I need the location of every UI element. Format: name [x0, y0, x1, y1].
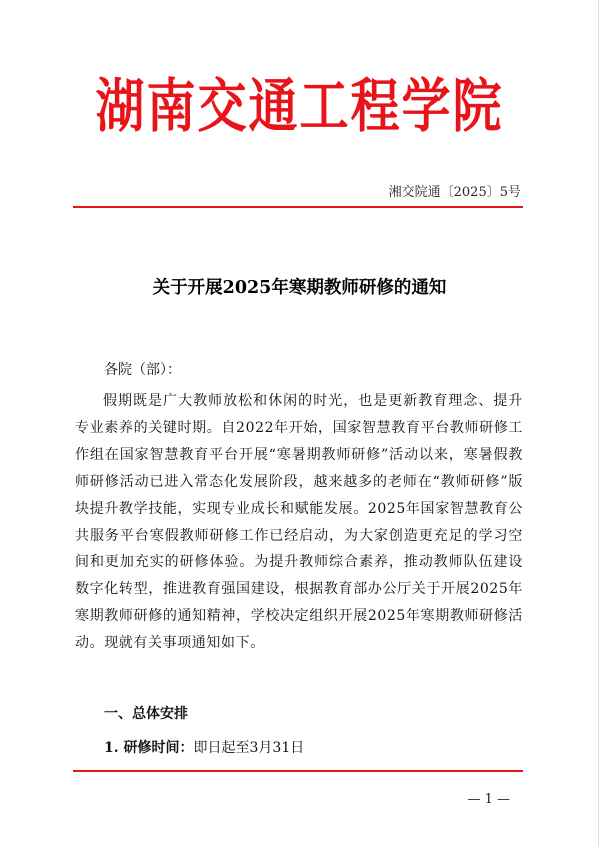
header-divider	[73, 206, 523, 208]
institution-header: 湖南交通工程学院	[95, 71, 504, 141]
sub-item-value: 即日起至3月31日	[193, 740, 305, 756]
sub-item-study-time	[104, 737, 304, 757]
document-number: 湘交院通〔2025〕5号	[388, 185, 521, 200]
page-number: — 1 —	[467, 792, 510, 807]
sub-item-label: 1. 研修时间：	[104, 740, 194, 756]
section-heading: 一、总体安排	[104, 706, 188, 722]
body-paragraph: 假期既是广大教师放松和休闲的时光，也是更新教育理念、提升专业素养的关键时期。自2022年开始，国家智慧教育平台教师研修工作组在国家智慧教育平台开展“寒暑期教师研修”活动以来，寒暑假教师研修活动已进入常态化发展阶段，越来越多的老师在“教师研修”版块提升教学技能，实现专业成长和赋能发展。2025年国家智慧教育公共服务平台寒假教师研修工作已经启动，为大家创造更充足的学习空间和更加充实的研修体验。为提升教师综合素养，推动教师队伍建设数字化转型，推进教育强国建设，根据教育部办公厅关于开展2025年寒期教师研修的通知精神，学校决定组织开展2025年寒期教师研修活动。现就有关事项通知如下。	[75, 393, 523, 652]
document-title: 关于开展2025年寒期教师研修的通知	[152, 278, 447, 298]
footer-divider	[73, 770, 523, 772]
salutation: 各院（部）：	[104, 362, 181, 378]
